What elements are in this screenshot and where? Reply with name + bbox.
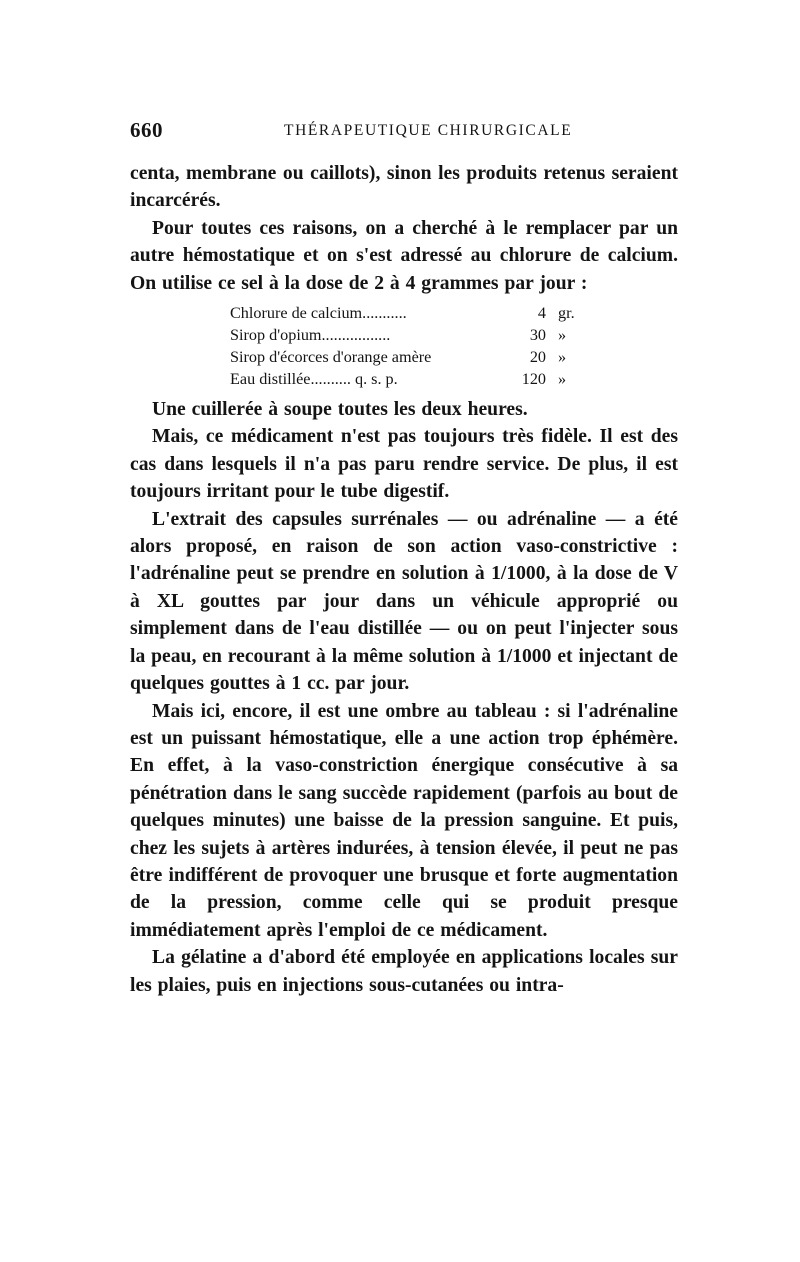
ingredient-name: Chlorure de calcium........... — [230, 304, 407, 323]
running-title: THÉRAPEUTIQUE CHIRURGICALE — [284, 122, 573, 139]
ingredient-name: Eau distillée.......... q. s. p. — [230, 370, 398, 389]
paragraph-adrenaline: L'extrait des capsules surrénales — ou adrénaline — a été alors proposé, en raison de son action vaso-constrictive : l'adrénaline peut se prendre en solution à 1/1000, à la dose de V à XL gouttes par jour dans un véhicule approprié ou simplement dans de l'eau distillée — ou on peut l'injecter sous la peau, en recourant à la même solution à 1/1000 et injectant de quelques gouttes à 1 cc. par jour. — [130, 508, 678, 695]
ingredient-name: Sirop d'opium................. — [230, 326, 391, 345]
ingredient-quantity: 4 — [537, 304, 546, 323]
prescription-table — [230, 302, 590, 390]
book-page — [130, 118, 678, 999]
prescription-row — [230, 324, 590, 346]
paragraph-continuation: centa, membrane ou caillots), sinon les produits retenus seraient incarcérés. — [130, 163, 678, 212]
ingredient-quantity: 30 — [529, 326, 546, 345]
ingredient-unit: gr. — [558, 304, 575, 323]
prescription-row — [230, 346, 590, 368]
ingredient-quantity: 20 — [529, 348, 546, 367]
paragraph-adrenaline-drawbacks: Mais ici, encore, il est une ombre au tableau : si l'adrénaline est un puissant hémostatique, elle a une action trop éphémère. En effet, à la vaso-constriction énergique consécutive à sa pénétration dans le sang succède rapidement (parfois au bout de quelques minutes) une baisse de la pression sanguine. Et puis, chez les sujets à artères indurées, à tension élevée, il peut ne pas être indifférent de provoquer une brusque et forte augmentation de la pression, comme celle qui se produit presque immédiatement après l'emploi de ce médicament. — [130, 700, 678, 941]
ingredient-quantity: 120 — [521, 370, 546, 389]
ingredient-unit: » — [558, 326, 567, 345]
ingredient-name: Sirop d'écorces d'orange amère — [230, 348, 432, 367]
paragraph-reliability: Mais, ce médicament n'est pas toujours très fidèle. Il est des cas dans lesquels il n'a pas paru rendre service. De plus, il est toujours irritant pour le tube digestif. — [130, 426, 678, 503]
paragraph-gelatin: La gélatine a d'abord été employée en applications locales sur les plaies, puis en injections sous-cutanées ou intra- — [130, 947, 678, 996]
ingredient-unit: » — [558, 370, 567, 389]
paragraph-calcium-chloride: Pour toutes ces raisons, on a cherché à le remplacer par un autre hémostatique et on s'est adressé au chlorure de calcium. On utilise ce sel à la dose de 2 à 4 grammes par jour : — [130, 217, 678, 294]
prescription-row — [230, 368, 590, 390]
ingredient-unit: » — [558, 348, 567, 367]
page-number: 660 — [130, 118, 163, 142]
running-head — [130, 118, 678, 148]
prescription-row — [230, 302, 590, 324]
paragraph-dosage: Une cuillerée à soupe toutes les deux heures. — [152, 399, 528, 421]
